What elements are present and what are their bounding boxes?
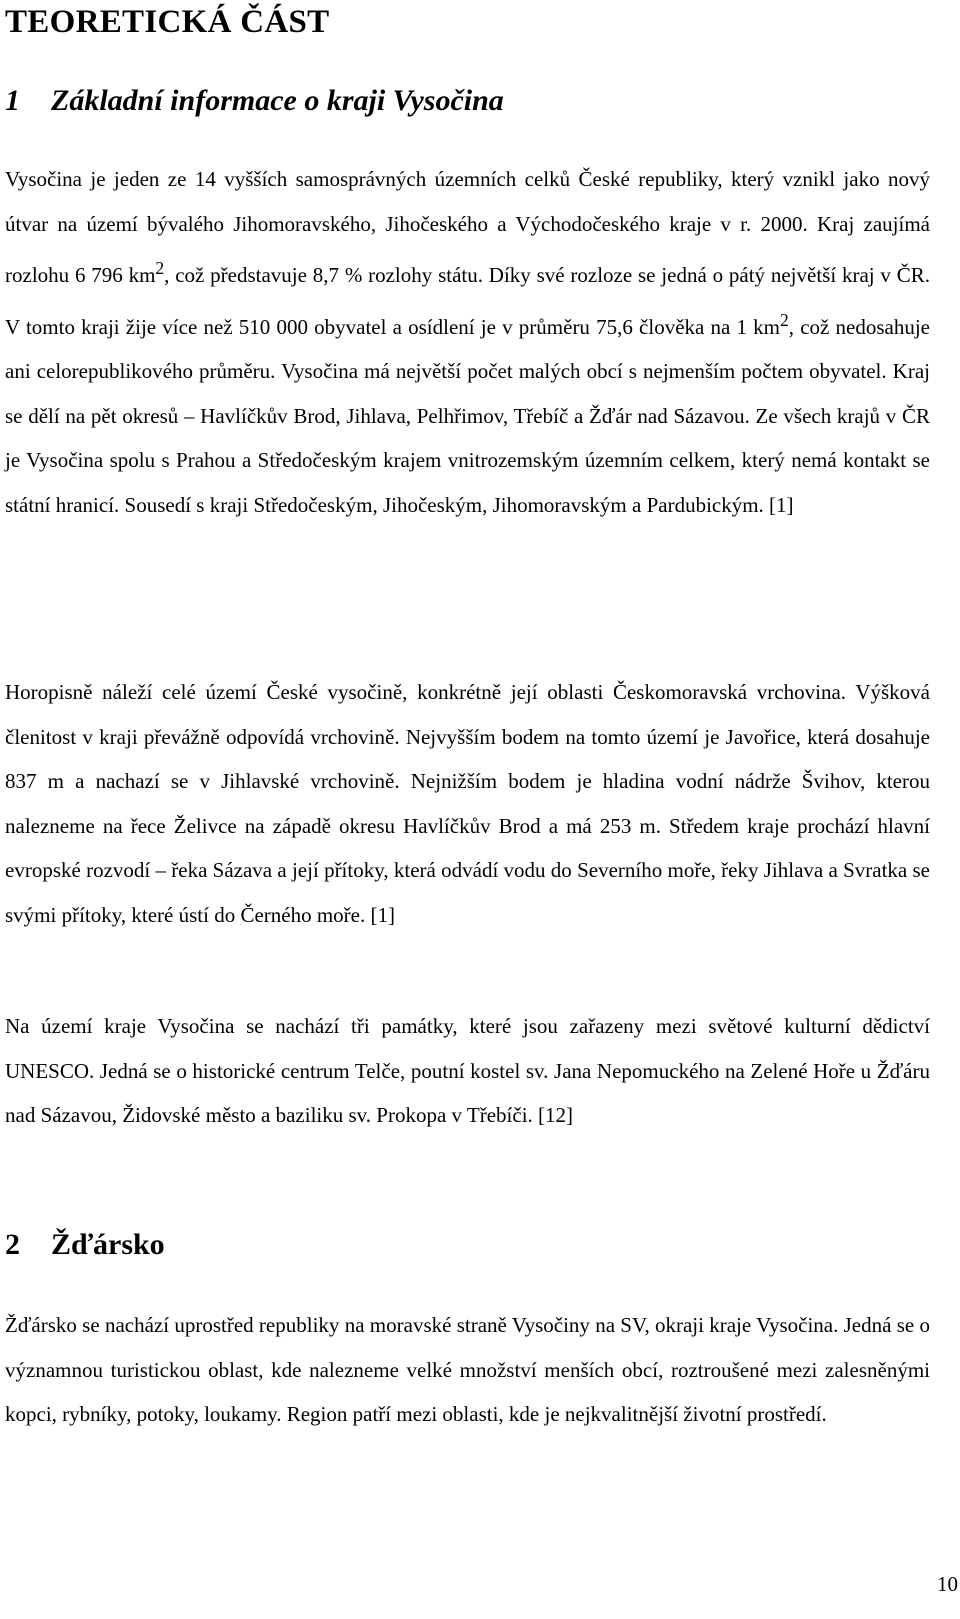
superscript: 2: [780, 309, 789, 330]
paragraph-text: , což představuje 8,7 % rozlohy státu. Díky své rozloze se jedná o pátý největší kraj v ČR. V tomto kraji žije více než 510 000 obyvatel a osídlení je v průměru 75,6 člověka na 1 km: [5, 263, 930, 339]
paragraph-region-overview: [5, 157, 930, 527]
paragraph-orography: Horopisně náleží celé území České vysočině, konkrétně její oblasti Českomoravská vrchovina. Výšková členitost v kraji převážně odpovídá vrchovině. Nejvyšším bodem na tomto území je Javořice, která dosahuje 837 m a nachazí se v Jihlavské vrchovině. Nejnižším bodem je hladina vodní nádrže Švihov, kterou nalezneme na řece Želivce na západě okresu Havlíčkův Brod a má 253 m. Středem kraje prochází hlavní evropské rozvodí – řeka Sázava a její přítoky, která odvádí vodu do Severního moře, řeky Jihlava a Svratka se svými přítoky, které ústí do Černého moře. [1]: [5, 680, 930, 927]
paragraph-unesco: Na území kraje Vysočina se nachází tři památky, které jsou zařazeny mezi světové kulturní dědictví UNESCO. Jedná se o historické centrum Telče, poutní kostel sv. Jana Nepomuckého na Zelené Hoře u Žďáru nad Sázavou, Židovské město a baziliku sv. Prokopa v Třebíči. [12]: [5, 1014, 930, 1127]
section-heading-1: [5, 84, 504, 118]
section-heading-2: [5, 1228, 165, 1262]
superscript: 2: [155, 258, 165, 278]
chapter-title: TEORETICKÁ ČÁST: [5, 4, 330, 40]
paragraph-text: , což nedosahuje ani celorepublikového průměru. Vysočina má největší počet malých obcí s nejmenším počtem obyvatel. Kraj se dělí na pět okresů – Havlíčkův Brod, Jihlava, Pelhřimov, Třebíč a Žďár nad Sázavou. Ze všech krajů v ČR je Vysočina spolu s Prahou a Středočeským krajem vnitrozemským územním celkem, který nemá kontakt se státní hranicí. Sousedí s kraji Středočeským, Jihočeským, Jihomoravským a Pardubickým. [1]: [5, 314, 930, 517]
section-title: Žďársko: [51, 1228, 165, 1261]
paragraph-zdarsko: Žďársko se nachází uprostřed republiky na moravské straně Vysočiny na SV, okraji kraje Vysočina. Jedná se o významnou turistickou oblast, kde nalezneme velké množství menších obcí, roztroušené mezi zalesněnými kopci, rybníky, potoky, loukamy. Region patří mezi oblasti, kde je nejkvalitnější životní prostředí.: [5, 1313, 930, 1426]
section-number: 2: [5, 1228, 20, 1261]
paragraph-text: Vysočina je jeden ze 14 vyšších samosprávných územních celků České republiky, který vznikl jako nový útvar na území bývalého Jihomoravského, Jihočeského a Východočeského kraje v r. 2000. Kraj zaujímá rozlohu 6 796 km: [5, 167, 930, 287]
page-number: 10: [937, 1572, 958, 1596]
section-title: Základní informace o kraji Vysočina: [51, 84, 504, 117]
section-number: 1: [5, 84, 20, 117]
